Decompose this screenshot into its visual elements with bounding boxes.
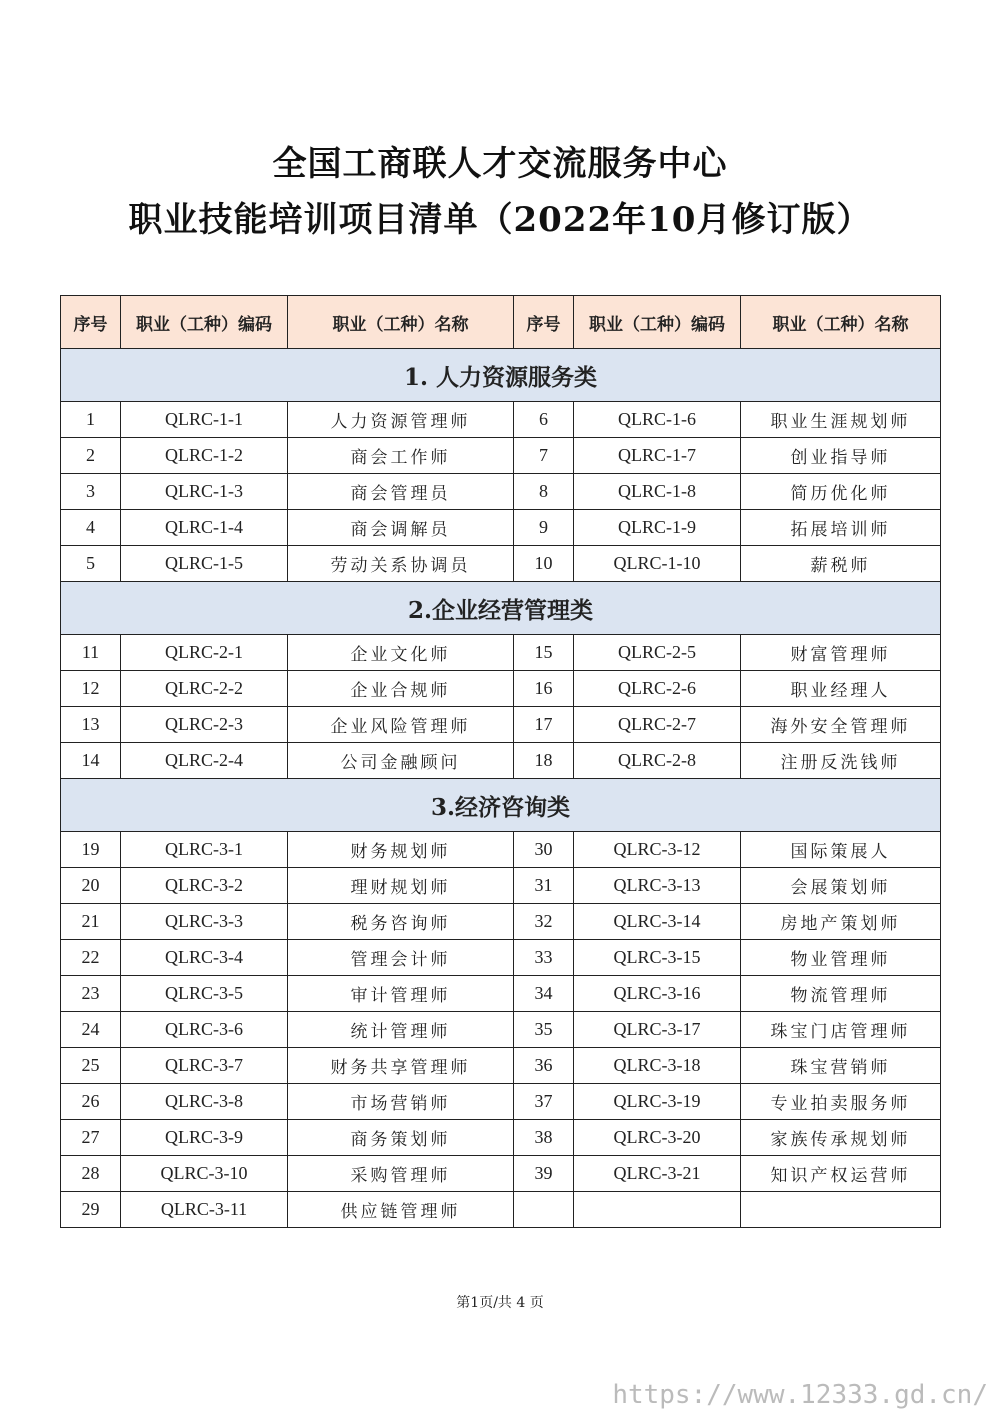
serial-number: 21 [61,904,121,940]
occupation-name: 创业指导师 [741,438,941,474]
table-row [61,1120,941,1156]
occupation-name: 税务咨询师 [288,904,514,940]
section-header-row [61,582,941,635]
occupation-name: 人力资源管理师 [288,402,514,438]
serial-number: 35 [514,1012,574,1048]
serial-number: 38 [514,1120,574,1156]
occupation-code: QLRC-1-7 [574,438,741,474]
occupation-code: QLRC-3-13 [574,868,741,904]
table-row [61,1084,941,1120]
serial-number: 6 [514,402,574,438]
occupation-code: QLRC-1-6 [574,402,741,438]
occupation-code: QLRC-3-2 [121,868,288,904]
table-row [61,474,941,510]
serial-number: 26 [61,1084,121,1120]
serial-number: 25 [61,1048,121,1084]
table-row [61,1192,941,1228]
serial-number: 30 [514,832,574,868]
occupation-name: 商会工作师 [288,438,514,474]
serial-number: 8 [514,474,574,510]
serial-number: 37 [514,1084,574,1120]
serial-number: 18 [514,743,574,779]
table-row [61,1048,941,1084]
serial-number: 39 [514,1156,574,1192]
column-header: 职业（工种）名称 [288,296,514,349]
occupation-code: QLRC-3-14 [574,904,741,940]
table-row [61,1012,941,1048]
serial-number: 22 [61,940,121,976]
section-title: 1. 人力资源服务类 [61,349,941,402]
occupation-name: 简历优化师 [741,474,941,510]
column-header: 职业（工种）名称 [741,296,941,349]
serial-number: 14 [61,743,121,779]
occupation-code: QLRC-3-6 [121,1012,288,1048]
occupation-name: 供应链管理师 [288,1192,514,1228]
occupation-code: QLRC-3-12 [574,832,741,868]
occupation-name: 公司金融顾问 [288,743,514,779]
occupation-name: 房地产策划师 [741,904,941,940]
occupation-code: QLRC-2-6 [574,671,741,707]
occupation-code: QLRC-2-5 [574,635,741,671]
training-project-table [60,295,941,1228]
serial-number: 32 [514,904,574,940]
serial-number: 33 [514,940,574,976]
table-row [61,1156,941,1192]
occupation-code: QLRC-3-18 [574,1048,741,1084]
occupation-code: QLRC-3-10 [121,1156,288,1192]
occupation-name: 注册反洗钱师 [741,743,941,779]
table-row [61,707,941,743]
serial-number: 15 [514,635,574,671]
section-header-row [61,349,941,402]
occupation-name: 海外安全管理师 [741,707,941,743]
table-row [61,904,941,940]
serial-number: 7 [514,438,574,474]
title-line-1: 全国工商联人才交流服务中心 [272,144,728,184]
section-title: 3.经济咨询类 [61,779,941,832]
occupation-name [741,1192,941,1228]
table-header-row [61,296,941,349]
occupation-code: QLRC-3-5 [121,976,288,1012]
occupation-code: QLRC-3-4 [121,940,288,976]
occupation-name: 物流管理师 [741,976,941,1012]
table-row [61,671,941,707]
occupation-code: QLRC-1-9 [574,510,741,546]
occupation-name: 珠宝营销师 [741,1048,941,1084]
table-row [61,832,941,868]
occupation-name: 知识产权运营师 [741,1156,941,1192]
column-header: 职业（工种）编码 [574,296,741,349]
occupation-code: QLRC-1-10 [574,546,741,582]
occupation-name: 审计管理师 [288,976,514,1012]
occupation-code: QLRC-2-7 [574,707,741,743]
serial-number: 5 [61,546,121,582]
occupation-name: 专业拍卖服务师 [741,1084,941,1120]
occupation-name: 企业合规师 [288,671,514,707]
occupation-code: QLRC-2-2 [121,671,288,707]
occupation-code: QLRC-1-4 [121,510,288,546]
serial-number: 11 [61,635,121,671]
table-row [61,635,941,671]
occupation-name: 薪税师 [741,546,941,582]
occupation-code: QLRC-3-16 [574,976,741,1012]
occupation-name: 物业管理师 [741,940,941,976]
table-row [61,743,941,779]
serial-number: 36 [514,1048,574,1084]
occupation-name: 会展策划师 [741,868,941,904]
table-row [61,438,941,474]
occupation-code [574,1192,741,1228]
occupation-code: QLRC-2-8 [574,743,741,779]
occupation-code: QLRC-2-4 [121,743,288,779]
column-header: 职业（工种）编码 [121,296,288,349]
occupation-code: QLRC-2-3 [121,707,288,743]
occupation-name: 职业经理人 [741,671,941,707]
occupation-code: QLRC-1-1 [121,402,288,438]
occupation-code: QLRC-3-20 [574,1120,741,1156]
section-header-row [61,779,941,832]
serial-number: 24 [61,1012,121,1048]
serial-number: 10 [514,546,574,582]
occupation-name: 企业风险管理师 [288,707,514,743]
occupation-name: 商会调解员 [288,510,514,546]
serial-number: 28 [61,1156,121,1192]
serial-number: 20 [61,868,121,904]
occupation-name: 职业生涯规划师 [741,402,941,438]
serial-number: 2 [61,438,121,474]
occupation-code: QLRC-3-17 [574,1012,741,1048]
serial-number: 12 [61,671,121,707]
table-row [61,402,941,438]
serial-number: 34 [514,976,574,1012]
occupation-code: QLRC-3-8 [121,1084,288,1120]
occupation-name: 劳动关系协调员 [288,546,514,582]
serial-number: 9 [514,510,574,546]
occupation-name: 财务规划师 [288,832,514,868]
serial-number: 3 [61,474,121,510]
occupation-code: QLRC-3-15 [574,940,741,976]
table-row [61,940,941,976]
serial-number: 23 [61,976,121,1012]
table-row [61,976,941,1012]
title-line-2: 职业技能培训项目清单（2022年10月修订版） [128,200,872,240]
occupation-code: QLRC-1-2 [121,438,288,474]
occupation-code: QLRC-3-19 [574,1084,741,1120]
column-header: 序号 [514,296,574,349]
table-row [61,868,941,904]
serial-number: 27 [61,1120,121,1156]
serial-number: 4 [61,510,121,546]
serial-number: 31 [514,868,574,904]
occupation-code: QLRC-3-21 [574,1156,741,1192]
occupation-name: 拓展培训师 [741,510,941,546]
occupation-name: 管理会计师 [288,940,514,976]
occupation-code: QLRC-1-8 [574,474,741,510]
table-row [61,510,941,546]
occupation-name: 国际策展人 [741,832,941,868]
occupation-code: QLRC-3-1 [121,832,288,868]
occupation-name: 家族传承规划师 [741,1120,941,1156]
occupation-code: QLRC-3-11 [121,1192,288,1228]
column-header: 序号 [61,296,121,349]
occupation-name: 商务策划师 [288,1120,514,1156]
serial-number: 29 [61,1192,121,1228]
occupation-code: QLRC-1-5 [121,546,288,582]
table-row [61,546,941,582]
serial-number [514,1192,574,1228]
occupation-name: 商会管理员 [288,474,514,510]
occupation-name: 财务共享管理师 [288,1048,514,1084]
occupation-name: 理财规划师 [288,868,514,904]
occupation-name: 企业文化师 [288,635,514,671]
section-title: 2.企业经营管理类 [61,582,941,635]
occupation-name: 采购管理师 [288,1156,514,1192]
occupation-code: QLRC-3-9 [121,1120,288,1156]
serial-number: 19 [61,832,121,868]
occupation-name: 财富管理师 [741,635,941,671]
serial-number: 1 [61,402,121,438]
occupation-name: 统计管理师 [288,1012,514,1048]
occupation-code: QLRC-2-1 [121,635,288,671]
serial-number: 16 [514,671,574,707]
serial-number: 13 [61,707,121,743]
occupation-code: QLRC-3-7 [121,1048,288,1084]
occupation-name: 市场营销师 [288,1084,514,1120]
page-footer: 第1页/共 4 页 [456,1295,544,1311]
watermark-url: https://www.12333.gd.cn/ [612,1380,988,1410]
occupation-code: QLRC-1-3 [121,474,288,510]
serial-number: 17 [514,707,574,743]
occupation-name: 珠宝门店管理师 [741,1012,941,1048]
occupation-code: QLRC-3-3 [121,904,288,940]
